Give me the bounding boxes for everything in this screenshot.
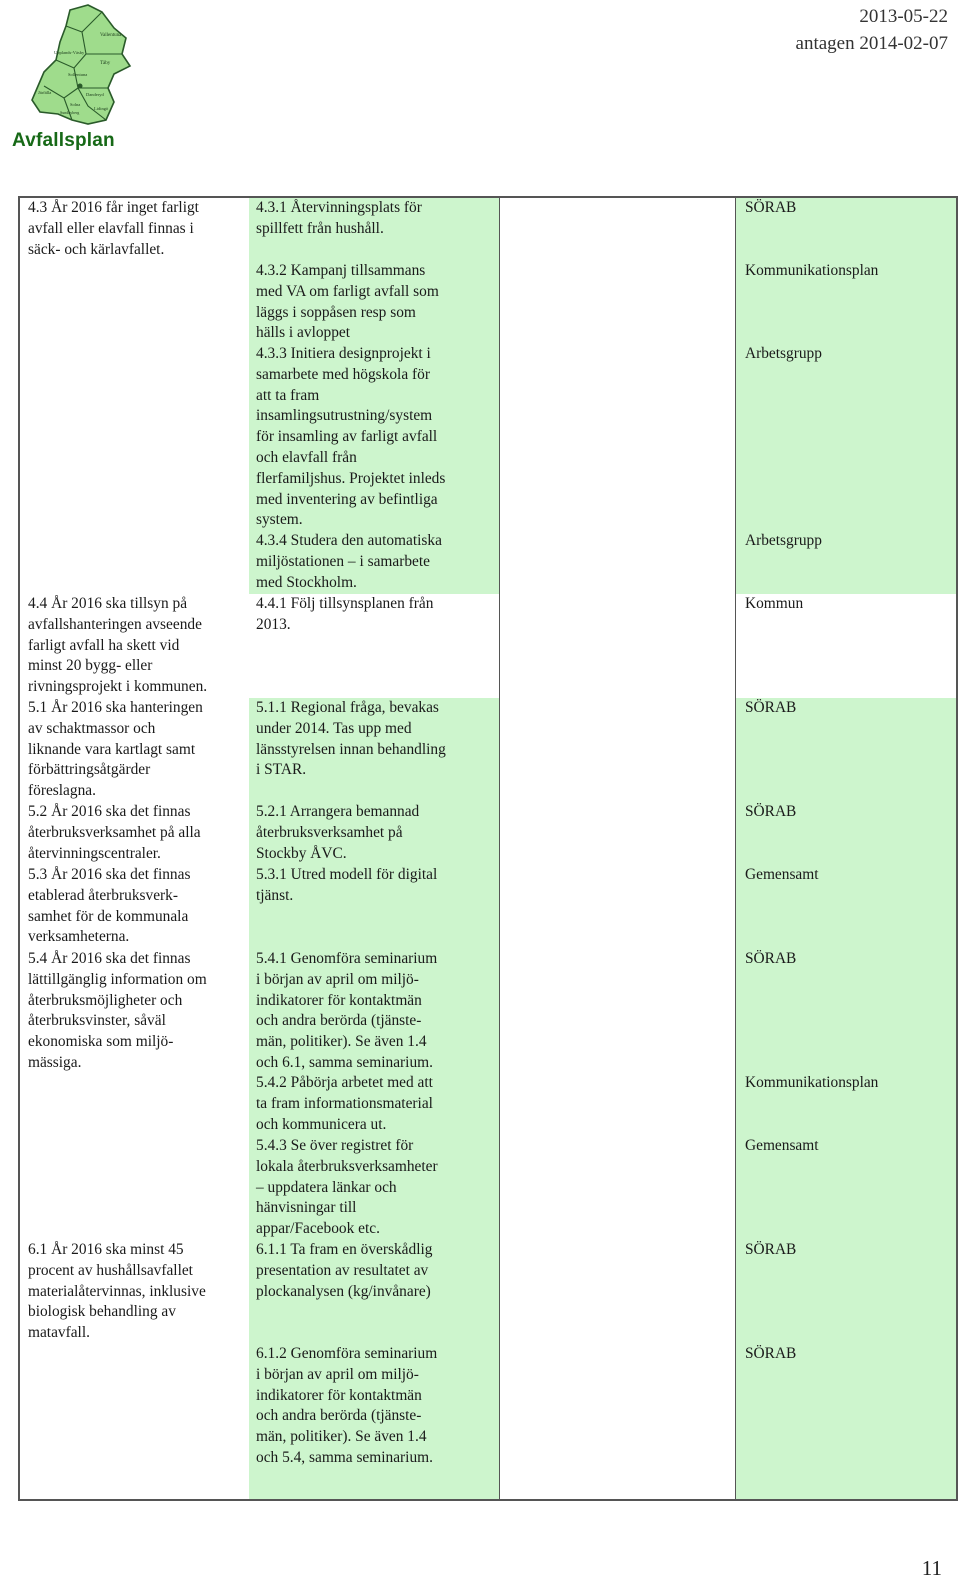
action-4-3-2: 4.3.2 Kampanj tillsammans med VA om farligt avfall som läggs i soppåsen resp som hälls i avloppet — [256, 262, 439, 342]
action-column — [249, 198, 500, 1499]
map-region-label: Järfälla — [38, 90, 52, 95]
map-region-label: Lidingö — [94, 106, 109, 111]
goal-5-4: 5.4 År 2016 ska det finnas lättillgänglig information om återbruksmöjligheter och återbruksvinster, såväl ekonomiska som miljö- mässiga. — [28, 950, 207, 1071]
responsible-4-3-2: Kommunikationsplan — [745, 262, 879, 279]
responsible-5-3-1: Gemensamt — [745, 866, 819, 883]
responsible-5-1-1: SÖRAB — [745, 699, 797, 716]
goal-4-4: 4.4 År 2016 ska tillsyn på avfallshanteringen avseende farligt avfall ha skett vid minst 20 bygg- eller rivningsprojekt i kommunen. — [28, 595, 208, 696]
empty-column — [500, 198, 736, 1499]
action-6-1-2: 6.1.2 Genomföra seminarium i början av april om miljö- indikatorer för kontaktmän och andra berörda (tjänste- män, politiker). Se även 1.4 och 5.4, samma seminarium. — [256, 1345, 438, 1466]
responsible-5-4-2: Kommunikationsplan — [745, 1074, 879, 1091]
responsible-4-3-3: Arbetsgrupp — [745, 345, 822, 362]
action-6-1-1: 6.1.1 Ta fram en överskådlig presentation av resultatet av plockanalysen (kg/invånare) — [256, 1241, 433, 1300]
action-5-4-2: 5.4.2 Påbörja arbetet med att ta fram informationsmaterial och kommunicera ut. — [256, 1074, 433, 1133]
goal-6-1: 6.1 År 2016 ska minst 45 procent av hushållsavfallet materialåtervinnas, inklusive biologisk behandling av matavfall. — [28, 1241, 206, 1342]
action-4-3-3: 4.3.3 Initiera designprojekt i samarbete med högskola för att ta fram insamlingsutrustning/system för insamling av farligt avfall och elavfall från flerfamiljshus. Projektet inleds med inventering av befintliga system. — [256, 345, 446, 529]
responsible-6-1-2: SÖRAB — [745, 1345, 797, 1362]
document-date: 2013-05-22 — [859, 6, 948, 27]
goal-5-1: 5.1 År 2016 ska hanteringen av schaktmassor och liknande vara kartlagt samt förbättringsåtgärder föreslagna. — [28, 699, 203, 800]
responsible-5-4-3: Gemensamt — [745, 1137, 819, 1154]
responsible-4-3-4: Arbetsgrupp — [745, 532, 822, 549]
action-4-3-4: 4.3.4 Studera den automatiska miljöstationen – i samarbete med Stockholm. — [256, 532, 442, 591]
responsible-column — [736, 198, 958, 1499]
map-region-label: Sundbyberg — [60, 110, 80, 115]
goal-4-3: 4.3 År 2016 får inget farligt avfall eller elavfall finnas i säck- och kärlavfallet. — [28, 199, 199, 258]
action-4-3-1: 4.3.1 Återvinningsplats för spillfett från hushåll. — [256, 199, 422, 237]
responsible-4-3-1: SÖRAB — [745, 199, 797, 216]
goal-column — [18, 198, 251, 1499]
map-region-label: Solna — [70, 102, 81, 107]
action-5-4-3: 5.4.3 Se över registret för lokala återbruksverksamheter – uppdatera länkar och hänvisningar till appar/Facebook etc. — [256, 1137, 438, 1238]
map-region-label: Täby — [100, 61, 111, 66]
page-number: 11 — [921, 1556, 942, 1580]
responsible-5-2-1: SÖRAB — [745, 803, 797, 820]
responsible-5-4-1: SÖRAB — [745, 950, 797, 967]
responsible-6-1-1: SÖRAB — [745, 1241, 797, 1258]
map-region-label: Vallentuna — [100, 33, 122, 38]
goal-5-2: 5.2 År 2016 ska det finnas återbruksverksamhet på alla återvinningscentraler. — [28, 803, 201, 862]
goal-5-3: 5.3 År 2016 ska det finnas etablerad återbruksverk- samhet för de kommunala verksamheterna. — [28, 866, 191, 946]
adopted-date: antagen 2014-02-07 — [795, 33, 948, 54]
action-5-1-1: 5.1.1 Regional fråga, bevakas under 2014. Tas upp med länsstyrelsen innan behandling i STAR. — [256, 699, 446, 779]
action-5-4-1: 5.4.1 Genomföra seminarium i början av april om miljö- indikatorer för kontaktmän och andra berörda (tjänste- män, politiker). Se även 1.4 och 6.1, samma seminarium. — [256, 950, 438, 1071]
action-5-3-1: 5.3.1 Utred modell för digital tjänst. — [256, 866, 438, 904]
map-region-label: Upplands-Väsby — [54, 50, 85, 55]
map-region-label: Danderyd — [86, 92, 104, 97]
action-5-2-1: 5.2.1 Arrangera bemannad återbruksverksamhet på Stockby ÅVC. — [256, 803, 420, 862]
map-region-label: Sollentuna — [68, 72, 88, 77]
responsible-4-4-1: Kommun — [745, 595, 804, 612]
action-4-4-1: 4.4.1 Följ tillsynsplanen från 2013. — [256, 595, 434, 633]
logo-title: Avfallsplan — [12, 130, 115, 151]
action-plan-table — [18, 196, 958, 1501]
